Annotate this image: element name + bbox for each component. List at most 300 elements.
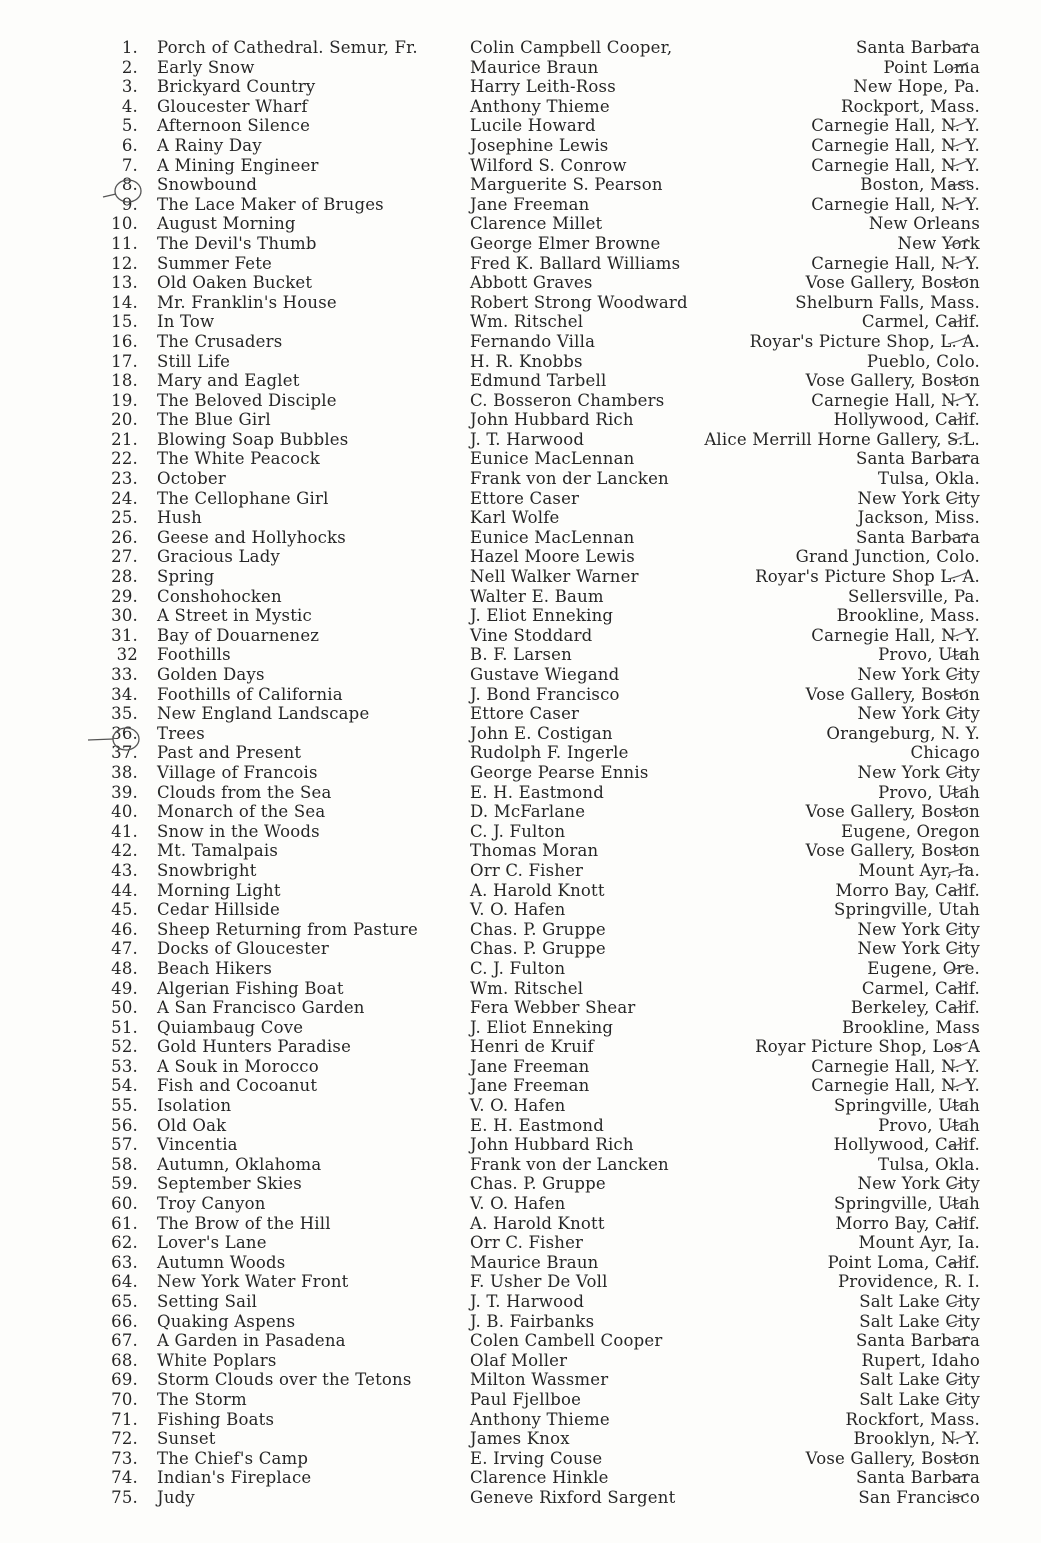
painting-title: Lover's Lane (157, 1233, 267, 1253)
entry-number: 21. (111, 429, 138, 449)
entry-number: 27. (111, 547, 138, 567)
entry-number: 6. (121, 135, 138, 155)
painting-title: Indian's Fireplace (157, 1468, 312, 1488)
artist-name: J. Eliot Enneking (470, 1017, 614, 1037)
painting-title: Cedar Hillside (157, 900, 281, 920)
catalog-entry (100, 234, 980, 254)
entry-number: 59. (111, 1174, 138, 1194)
artist-name: James Knox (470, 1429, 570, 1449)
painting-title: Setting Sail (157, 1292, 258, 1311)
artist-name: E. Irving Couse (470, 1448, 603, 1468)
entry-location: Provo, Utah (878, 645, 980, 665)
entry-location: Carnegie Hall, N. Y. (811, 135, 980, 155)
entry-number: 75. (111, 1487, 138, 1507)
entry-location: New York City (857, 488, 980, 508)
artist-name: C. J. Fulton (470, 958, 566, 978)
entry-location: Carnegie Hall, N. Y. (811, 253, 980, 273)
catalog-entry (100, 998, 980, 1018)
catalog-entry (100, 959, 980, 979)
entry-number: 39. (111, 782, 138, 802)
entry-number: 25. (111, 508, 138, 528)
painting-title: Geese and Hollyhocks (157, 527, 346, 547)
painting-title: A San Francisco Garden (157, 998, 365, 1018)
entry-location: Chicago (910, 743, 980, 763)
artist-name: Nell Walker Warner (470, 567, 639, 587)
painting-title: Fishing Boats (157, 1409, 275, 1429)
catalog-entry (100, 1449, 980, 1469)
entry-number: 55. (111, 1096, 138, 1116)
entry-number: 56. (111, 1115, 138, 1135)
artist-name: John E. Costigan (470, 723, 613, 743)
catalog-entry (100, 332, 980, 352)
catalog-entry (100, 900, 980, 920)
artist-name: Fred K. Ballard Williams (470, 253, 681, 273)
catalog-entry (100, 626, 980, 646)
artist-name: V. O. Hafen (470, 1194, 566, 1214)
entry-location: Pueblo, Colo. (866, 351, 980, 371)
catalog-entry (100, 1076, 980, 1096)
catalog-entry (100, 1331, 980, 1351)
entry-number: 66. (111, 1311, 138, 1331)
artist-name: J. B. Fairbanks (470, 1311, 595, 1331)
entry-location: Morro Bay, Calif. (835, 880, 980, 900)
entry-location: Point Loma, Calif. (827, 1252, 980, 1272)
artist-name: Wm. Ritschel (470, 312, 584, 332)
painting-catalog-list (100, 38, 980, 1508)
entry-number: 52. (111, 1037, 138, 1057)
catalog-entry (100, 822, 980, 842)
painting-title: New York Water Front (157, 1272, 349, 1292)
painting-title: The Crusaders (157, 331, 283, 351)
entry-location: Tulsa, Okla. (878, 469, 980, 489)
painting-title: Past and Present (157, 743, 302, 763)
entry-number: 67. (111, 1331, 138, 1351)
catalog-entry (100, 1253, 980, 1273)
entry-number: 43. (111, 860, 138, 880)
catalog-entry (100, 1116, 980, 1136)
entry-number: 60. (111, 1194, 138, 1214)
entry-location: Rockport, Mass. (840, 96, 980, 116)
entry-location: San Francisco (858, 1487, 980, 1507)
entry-number: 18. (111, 371, 138, 391)
entry-location: Boston, Mass. (860, 175, 980, 195)
entry-number: 53. (111, 1056, 138, 1076)
entry-number: 68. (111, 1350, 138, 1370)
entry-location: Springville, Utah (833, 900, 980, 920)
artist-name: J. T. Harwood (470, 429, 585, 449)
entry-location: Santa Barbara (855, 449, 980, 469)
artist-name: Milton Wassmer (470, 1370, 609, 1390)
entry-number: 72. (111, 1429, 138, 1449)
painting-title: Snow in the Woods (157, 821, 320, 841)
entry-number: 17. (111, 351, 138, 371)
painting-title: Gold Hunters Paradise (157, 1037, 352, 1057)
entry-number: 36. (111, 723, 138, 743)
entry-number: 45. (111, 900, 138, 920)
artist-name: Olaf Moller (470, 1350, 568, 1370)
artist-name: Walter E. Baum (470, 586, 604, 606)
painting-title: The Devil's Thumb (157, 233, 317, 253)
entry-number: 14. (111, 292, 138, 312)
artist-name: Chas. P. Gruppe (470, 1174, 606, 1194)
painting-title: Autumn, Oklahoma (157, 1154, 322, 1174)
entry-location: Brooklyn, N. Y. (853, 1429, 980, 1449)
catalog-entry (100, 704, 980, 724)
artist-name: Chas. P. Gruppe (470, 939, 606, 959)
catalog-entry (100, 1214, 980, 1234)
entry-location: New York City (857, 665, 980, 684)
artist-name: E. H. Eastmond (470, 782, 604, 802)
painting-title: Blowing Soap Bubbles (157, 429, 349, 449)
catalog-entry (100, 175, 980, 195)
painting-title: Snowbound (157, 175, 258, 195)
entry-number: 15. (111, 312, 138, 332)
artist-name: Jane Freeman (470, 1056, 590, 1076)
artist-name: Karl Wolfe (470, 508, 560, 528)
catalog-entry (100, 1057, 980, 1077)
entry-number: 65. (111, 1292, 138, 1311)
painting-title: October (157, 469, 226, 489)
artist-name: Marguerite S. Pearson (470, 175, 663, 195)
entry-number: 74. (111, 1468, 138, 1488)
entry-location: New York City (857, 762, 980, 782)
entry-location: Springville, Utah (833, 1096, 980, 1116)
artist-name: Hazel Moore Lewis (470, 547, 635, 567)
painting-title: Autumn Woods (157, 1252, 286, 1272)
painting-title: Conshohocken (157, 586, 282, 606)
entry-number: 70. (111, 1389, 138, 1409)
painting-title: Still Life (157, 351, 231, 371)
catalog-entry (100, 1174, 980, 1194)
entry-location: Grand Junction, Colo. (795, 547, 980, 567)
catalog-entry (100, 1096, 980, 1116)
artist-name: Paul Fjellboe (470, 1389, 582, 1409)
entry-number: 46. (111, 919, 138, 939)
catalog-entry (100, 273, 980, 293)
entry-location: Vose Gallery, Boston (805, 802, 980, 822)
artist-name: Henri de Kruif (470, 1037, 594, 1057)
catalog-entry (100, 254, 980, 274)
painting-title: Fish and Cocoanut (157, 1076, 318, 1096)
entry-number: 57. (111, 1135, 138, 1155)
artist-name: V. O. Hafen (470, 1096, 566, 1116)
catalog-entry (100, 763, 980, 783)
painting-title: Storm Clouds over the Tetons (157, 1370, 412, 1390)
entry-number: 37. (111, 743, 138, 763)
artist-name: Ettore Caser (470, 704, 580, 724)
artist-name: Frank von der Lancken (470, 1154, 669, 1174)
artist-name: Orr C. Fisher (470, 1233, 584, 1253)
artist-name: J. Bond Francisco (470, 684, 620, 704)
entry-location: Vose Gallery, Boston (805, 1448, 980, 1468)
entry-number: 42. (111, 841, 138, 861)
catalog-entry (100, 979, 980, 999)
catalog-entry (100, 743, 980, 763)
catalog-entry (100, 567, 980, 587)
painting-title: Village of Francois (157, 762, 318, 782)
catalog-entry (100, 1233, 980, 1253)
entry-location: Carnegie Hall, N. Y. (811, 1076, 980, 1096)
catalog-entry (100, 430, 980, 450)
catalog-entry (100, 195, 980, 215)
entry-number: 71. (111, 1409, 138, 1429)
painting-title: A Garden in Pasadena (157, 1331, 346, 1351)
painting-title: A Rainy Day (157, 135, 262, 155)
painting-title: The Storm (157, 1389, 247, 1409)
entry-location: Rupert, Idaho (861, 1350, 980, 1370)
entry-number: 23. (111, 469, 138, 489)
entry-location: Vose Gallery, Boston (805, 371, 980, 391)
catalog-entry (100, 841, 980, 861)
catalog-entry (100, 136, 980, 156)
entry-number: 10. (111, 214, 138, 234)
catalog-entry (100, 352, 980, 372)
entry-location: Provo, Utah (878, 1115, 980, 1135)
painting-title: Clouds from the Sea (157, 782, 332, 802)
catalog-entry (100, 489, 980, 509)
artist-name: H. R. Knobbs (470, 351, 583, 371)
artist-name: C. J. Fulton (470, 821, 566, 841)
painting-title: Mary and Eaglet (157, 371, 300, 391)
catalog-entry (100, 1410, 980, 1430)
catalog-entry (100, 38, 980, 58)
catalog-entry (100, 724, 980, 744)
catalog-entry (100, 920, 980, 940)
catalog-entry (100, 116, 980, 136)
painting-title: Isolation (157, 1096, 232, 1116)
artist-name: Robert Strong Woodward (470, 292, 688, 312)
entry-location: Mount Ayr, Ia. (858, 860, 980, 880)
entry-number: 58. (111, 1154, 138, 1174)
artist-name: Fera Webber Shear (470, 998, 636, 1018)
entry-location: New Orleans (868, 214, 980, 234)
painting-title: Docks of Gloucester (157, 939, 329, 959)
painting-title: Old Oaken Bucket (157, 273, 313, 293)
painting-title: Hush (157, 508, 202, 528)
artist-name: Gustave Wiegand (470, 665, 620, 684)
catalog-entry (100, 861, 980, 881)
artist-name: B. F. Larsen (470, 645, 572, 665)
catalog-entry (100, 1429, 980, 1449)
painting-title: Early Snow (157, 57, 255, 77)
catalog-entry (100, 391, 980, 411)
artist-name: John Hubbard Rich (470, 410, 634, 430)
catalog-entry (100, 293, 980, 313)
entry-location: New York (897, 233, 980, 253)
entry-number: 38. (111, 762, 138, 782)
artist-name: Rudolph F. Ingerle (470, 743, 629, 763)
entry-location: New York City (857, 919, 980, 939)
artist-name: J. T. Harwood (470, 1292, 585, 1311)
entry-number: 29. (111, 586, 138, 606)
artist-name: Wilford S. Conrow (470, 155, 627, 175)
painting-title: Snowbright (157, 860, 257, 880)
entry-location: Orangeburg, N. Y. (826, 723, 980, 743)
entry-number: 64. (111, 1272, 138, 1292)
entry-number: 62. (111, 1233, 138, 1253)
artist-name: Frank von der Lancken (470, 469, 669, 489)
entry-number: 48. (111, 958, 138, 978)
artist-name: Colen Cambell Cooper (470, 1331, 663, 1351)
artist-name: George Elmer Browne (470, 233, 661, 253)
entry-number: 24. (111, 488, 138, 508)
catalog-entry (100, 156, 980, 176)
entry-location: Mount Ayr, Ia. (858, 1233, 980, 1253)
entry-location: Jackson, Miss. (857, 508, 980, 528)
artist-name: F. Usher De Voll (470, 1272, 608, 1292)
entry-number: 61. (111, 1213, 138, 1233)
artist-name: Fernando Villa (470, 331, 596, 351)
entry-location: Santa Barbara (855, 38, 980, 57)
painting-title: Afternoon Silence (157, 116, 311, 136)
catalog-entry (100, 97, 980, 117)
catalog-entry (100, 312, 980, 332)
painting-title: Morning Light (157, 880, 281, 900)
entry-location: Providence, R. I. (837, 1272, 980, 1292)
entry-number: 28. (111, 567, 138, 587)
entry-location: Vose Gallery, Boston (805, 684, 980, 704)
entry-location: Shelburn Falls, Mass. (795, 292, 980, 312)
painting-title: The Lace Maker of Bruges (157, 194, 384, 214)
artist-name: Eunice MacLennan (470, 449, 635, 469)
catalog-entry (100, 1488, 980, 1508)
entry-location: Provo, Utah (878, 782, 980, 802)
painting-title: The Cellophane Girl (157, 488, 329, 508)
catalog-entry (100, 1194, 980, 1214)
painting-title: A Mining Engineer (157, 155, 319, 175)
artist-name: A. Harold Knott (470, 1213, 605, 1233)
painting-title: August Morning (157, 214, 296, 234)
painting-title: Mt. Tamalpais (157, 841, 279, 861)
entry-location: Royar's Picture Shop, L. A. (749, 331, 980, 351)
catalog-entry (100, 1272, 980, 1292)
entry-location: Alice Merrill Horne Gallery, S.L. (704, 429, 980, 449)
painting-title: Judy (157, 1487, 195, 1507)
painting-title: White Poplars (157, 1350, 277, 1370)
artist-name: Eunice MacLennan (470, 527, 635, 547)
entry-location: Carmel, Calif. (861, 978, 980, 998)
entry-number: 12. (111, 253, 138, 273)
entry-number: 1. (121, 38, 138, 57)
painting-title: Mr. Franklin's House (157, 292, 337, 312)
catalog-entry (100, 77, 980, 97)
entry-location: Eugene, Oregon (841, 821, 980, 841)
artist-name: Wm. Ritschel (470, 978, 584, 998)
artist-name: D. McFarlane (470, 802, 586, 822)
entry-number: 50. (111, 998, 138, 1018)
catalog-entry (100, 1018, 980, 1038)
catalog-entry (100, 802, 980, 822)
artist-name: Jane Freeman (470, 1076, 590, 1096)
painting-title: Foothills (157, 645, 231, 665)
entry-location: New York City (857, 939, 980, 959)
artist-name: Vine Stoddard (470, 625, 593, 645)
artist-name: Clarence Hinkle (470, 1468, 609, 1488)
artist-name: Clarence Millet (470, 214, 603, 234)
painting-title: Bay of Douarnenez (157, 625, 320, 645)
entry-location: Brookline, Mass. (836, 606, 980, 626)
entry-number: 30. (111, 606, 138, 626)
painting-title: New England Landscape (157, 704, 370, 724)
entry-number: 33. (111, 665, 138, 684)
entry-number: 51. (111, 1017, 138, 1037)
entry-location: Brookline, Mass (842, 1017, 980, 1037)
artist-name: George Pearse Ennis (470, 762, 649, 782)
painting-title: A Street in Mystic (157, 606, 312, 626)
catalog-entry (100, 939, 980, 959)
catalog-entry (100, 469, 980, 489)
entry-location: Sellersville, Pa. (848, 586, 980, 606)
painting-title: Porch of Cathedral. Semur, Fr. (157, 38, 418, 57)
entry-location: Vose Gallery, Boston (805, 273, 980, 293)
artist-name: Thomas Moran (470, 841, 599, 861)
artist-name: A. Harold Knott (470, 880, 605, 900)
catalog-entry (100, 1135, 980, 1155)
entry-number: 63. (111, 1252, 138, 1272)
entry-location: Carmel, Calif. (861, 312, 980, 332)
entry-location: Berkeley, Calif. (850, 998, 980, 1018)
entry-number: 8. (121, 175, 138, 195)
painting-title: Sheep Returning from Pasture (157, 919, 418, 939)
catalog-entry (100, 665, 980, 685)
painting-title: Beach Hikers (157, 958, 273, 978)
catalog-entry (100, 528, 980, 548)
catalog-entry (100, 1037, 980, 1057)
entry-location: Hollywood, Calif. (833, 1135, 980, 1155)
painting-title: Brickyard Country (157, 77, 316, 97)
entry-number: 40. (111, 802, 138, 822)
artist-name: Geneve Rixford Sargent (470, 1487, 676, 1507)
entry-number: 54. (111, 1076, 138, 1096)
entry-location: Salt Lake City (859, 1370, 980, 1390)
entry-location: Carnegie Hall, N. Y. (811, 625, 980, 645)
artist-name: Josephine Lewis (470, 135, 609, 155)
painting-title: Algerian Fishing Boat (157, 978, 344, 998)
artist-name: J. Eliot Enneking (470, 606, 614, 626)
entry-number: 2. (121, 57, 138, 77)
catalog-entry (100, 1468, 980, 1488)
artist-name: Ettore Caser (470, 488, 580, 508)
entry-number: 16. (111, 331, 138, 351)
painting-title: Troy Canyon (157, 1194, 266, 1214)
catalog-entry (100, 214, 980, 234)
catalog-entry (100, 587, 980, 607)
entry-number: 19. (111, 390, 138, 410)
painting-title: Trees (157, 723, 205, 743)
catalog-entry (100, 685, 980, 705)
catalog-entry (100, 645, 980, 665)
entry-location: Salt Lake City (859, 1292, 980, 1311)
artist-name: John Hubbard Rich (470, 1135, 634, 1155)
painting-title: September Skies (157, 1174, 302, 1194)
catalog-entry (100, 508, 980, 528)
entry-location: New York City (857, 704, 980, 724)
entry-number: 5. (121, 116, 138, 136)
entry-location: Carnegie Hall, N. Y. (811, 155, 980, 175)
entry-number: 3. (121, 77, 138, 97)
artist-name: Maurice Braun (470, 1252, 599, 1272)
catalog-entry (100, 881, 980, 901)
entry-location: Royar's Picture Shop L. A. (755, 567, 980, 587)
painting-title: A Souk in Morocco (157, 1056, 319, 1076)
artist-name: Abbott Graves (470, 273, 593, 293)
catalog-entry (100, 1155, 980, 1175)
entry-number: 69. (111, 1370, 138, 1390)
entry-location: Springville, Utah (833, 1194, 980, 1214)
entry-location: Eugene, Ore. (867, 958, 980, 978)
catalog-entry (100, 1390, 980, 1410)
entry-location: Salt Lake City (859, 1311, 980, 1331)
